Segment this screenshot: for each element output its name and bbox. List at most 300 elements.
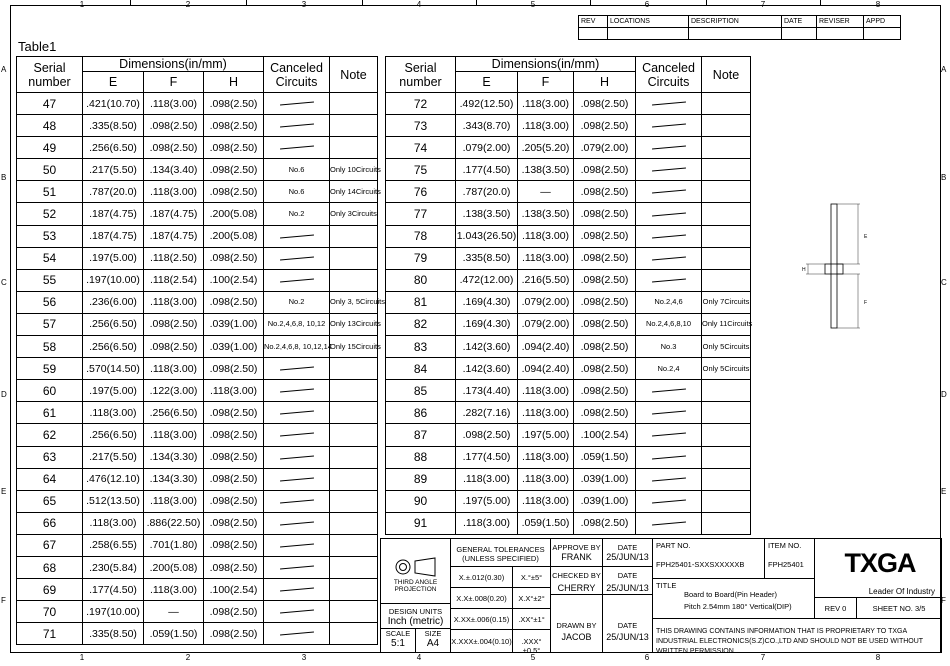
f-value-cell: .118(3.00): [518, 402, 574, 424]
serial-cell: 75: [386, 159, 456, 181]
note-cell: [702, 424, 751, 446]
connector-side-view-drawing: [798, 196, 878, 346]
h-value-cell: .039(1.00): [574, 490, 636, 512]
h-value-cell: .039(1.00): [204, 336, 264, 358]
canceled-circuits-cell: [264, 402, 330, 424]
e-value-cell: .492(12.50): [456, 93, 518, 115]
table-row: [17, 556, 378, 578]
note-cell: [702, 225, 751, 247]
note-cell: [702, 159, 751, 181]
table-row: [386, 402, 751, 424]
table-row: [17, 601, 378, 623]
table-row: [386, 225, 751, 247]
canceled-circuits-cell: No.2: [264, 291, 330, 313]
canceled-circuits-cell: [264, 93, 330, 115]
approve-cell: [551, 539, 603, 567]
f-value-cell: .118(3.00): [144, 93, 204, 115]
zone-letter: F: [941, 596, 946, 605]
canceled-circuits-cell: [264, 556, 330, 578]
no-cancel-dash: [652, 190, 686, 194]
note-cell: [330, 402, 378, 424]
drawn-label: DRAWN BY: [556, 621, 597, 630]
f-value-cell: .187(4.75): [144, 225, 204, 247]
table-row: [17, 115, 378, 137]
table-row: [386, 137, 751, 159]
serial-cell: 81: [386, 291, 456, 313]
canceled-circuits-cell: [264, 512, 330, 534]
units-value: Inch (metric): [387, 616, 444, 627]
h-value-cell: .098(2.50): [204, 291, 264, 313]
canceled-circuits-cell: [264, 579, 330, 601]
serial-cell: 85: [386, 380, 456, 402]
canceled-circuits-cell: [264, 601, 330, 623]
serial-cell: 86: [386, 402, 456, 424]
h-value-cell: .059(1.50): [574, 446, 636, 468]
sheet-number: SHEET NO. 3/5: [857, 597, 941, 619]
dim-label-f: F: [864, 300, 868, 306]
h-value-cell: .098(2.50): [574, 225, 636, 247]
zone-letter: D: [1, 390, 7, 399]
units-cell: [381, 603, 451, 629]
e-value-cell: .138(3.50): [456, 203, 518, 225]
f-value-cell: .701(1.80): [144, 534, 204, 556]
e-value-cell: .256(6.50): [83, 137, 144, 159]
table-row: [386, 291, 751, 313]
no-cancel-dash: [280, 367, 314, 371]
f-value-cell: .118(3.00): [144, 358, 204, 380]
table-row: [17, 512, 378, 534]
f-value-cell: .059(1.50): [518, 512, 574, 534]
canceled-circuits-cell: [264, 115, 330, 137]
zone-number: 3: [301, 653, 307, 662]
h-header: H: [574, 72, 636, 93]
scale-value: 5:1: [391, 638, 405, 649]
e-value-cell: .217(5.50): [83, 446, 144, 468]
zone-number: 8: [875, 653, 881, 662]
f-value-cell: .118(3.00): [144, 424, 204, 446]
e-value-cell: .335(8.50): [456, 247, 518, 269]
drawn-date-cell: [603, 595, 653, 652]
serial-header: Serial number: [17, 57, 83, 93]
table-row: [386, 358, 751, 380]
f-value-cell: .098(2.50): [144, 137, 204, 159]
f-value-cell: .094(2.40): [518, 358, 574, 380]
serial-cell: 70: [17, 601, 83, 623]
approve-value: FRANK: [561, 552, 592, 562]
note-cell: [330, 137, 378, 159]
serial-cell: 58: [17, 336, 83, 358]
serial-cell: 72: [386, 93, 456, 115]
table-row: [17, 269, 378, 291]
serial-cell: 71: [17, 623, 83, 645]
note-cell: [330, 446, 378, 468]
note-cell: [330, 512, 378, 534]
h-value-cell: .098(2.50): [574, 269, 636, 291]
f-header: F: [518, 72, 574, 93]
h-value-cell: .098(2.50): [204, 556, 264, 578]
table-row: [17, 313, 378, 335]
table-row: [386, 115, 751, 137]
table-row: [386, 468, 751, 490]
no-cancel-dash: [280, 610, 314, 614]
note-cell: Only 7Circuits: [702, 291, 751, 313]
note-cell: [330, 247, 378, 269]
zone-number: 4: [416, 0, 422, 9]
f-value-cell: .118(3.00): [144, 181, 204, 203]
zone-number: 7: [760, 0, 766, 9]
dimension-table-right: [385, 56, 751, 535]
note-cell: Only 3Circuits: [330, 203, 378, 225]
h-value-cell: .200(5.08): [204, 225, 264, 247]
h-value-cell: .098(2.50): [574, 313, 636, 335]
note-cell: Only 5Circuits: [702, 358, 751, 380]
dimensions-header: Dimensions(in/mm): [456, 57, 636, 72]
company-logo: [815, 539, 941, 597]
note-cell: [702, 512, 751, 534]
h-value-cell: .098(2.50): [574, 203, 636, 225]
f-value-cell: .098(2.50): [144, 115, 204, 137]
e-value-cell: .421(10.70): [83, 93, 144, 115]
no-cancel-dash: [652, 102, 686, 106]
date-value: 25/JUN/13: [606, 632, 649, 642]
tolerance-title: GENERAL TOLERANCES (UNLESS SPECIFIED): [451, 539, 551, 567]
company-tagline: Leader Of Industry: [868, 587, 935, 596]
no-cancel-dash: [652, 499, 686, 503]
rev-header: REVISER: [817, 16, 864, 28]
table-row: [386, 380, 751, 402]
e-value-cell: .217(5.50): [83, 159, 144, 181]
zone-number: 2: [185, 653, 191, 662]
note-cell: [702, 490, 751, 512]
zone-number: 3: [301, 0, 307, 9]
note-cell: Only 15Circuits: [330, 336, 378, 358]
zone-ruler-bottom: [10, 653, 941, 663]
angle-tolerance: X.X°±2°: [513, 588, 551, 609]
serial-cell: 54: [17, 247, 83, 269]
no-cancel-dash: [652, 389, 686, 393]
f-value-cell: .118(2.54): [144, 269, 204, 291]
table-row: [17, 358, 378, 380]
no-cancel-dash: [280, 521, 314, 525]
approve-label: APPROVE BY: [552, 543, 601, 552]
f-value-cell: .079(2.00): [518, 291, 574, 313]
table-row: [386, 247, 751, 269]
canceled-circuits-cell: [636, 402, 702, 424]
canceled-circuits-cell: [264, 490, 330, 512]
serial-cell: 84: [386, 358, 456, 380]
no-cancel-dash: [280, 477, 314, 481]
canceled-circuits-cell: [636, 380, 702, 402]
no-cancel-dash: [652, 168, 686, 172]
projection-label: THIRD ANGLE PROJECTION: [393, 579, 438, 593]
angle-tolerance: X.°±5°: [513, 567, 551, 588]
canceled-circuits-cell: [264, 446, 330, 468]
note-cell: [330, 601, 378, 623]
serial-cell: 88: [386, 446, 456, 468]
title-block: [380, 538, 942, 653]
no-cancel-dash: [280, 588, 314, 592]
part-value: FPH25401-SXXSXXXXXB: [656, 560, 745, 569]
zone-letter: D: [941, 390, 947, 399]
note-cell: Only 3, 5Circuits: [330, 291, 378, 313]
f-header: F: [144, 72, 204, 93]
no-cancel-dash: [652, 433, 686, 437]
part-label: PART NO.: [656, 541, 691, 550]
no-cancel-dash: [652, 234, 686, 238]
h-value-cell: .039(1.00): [574, 468, 636, 490]
canceled-circuits-cell: [636, 159, 702, 181]
h-value-cell: .098(2.50): [204, 623, 264, 645]
table-row: [17, 181, 378, 203]
serial-cell: 59: [17, 358, 83, 380]
serial-cell: 62: [17, 424, 83, 446]
e-value-cell: .787(20.0): [83, 181, 144, 203]
table-row: [386, 269, 751, 291]
no-cancel-dash: [652, 411, 686, 415]
angle-tolerance: .XX°±1°: [513, 609, 551, 630]
drawn-cell: [551, 595, 603, 652]
size-label: SIZE: [424, 629, 442, 638]
f-value-cell: .886(22.50): [144, 512, 204, 534]
serial-cell: 80: [386, 269, 456, 291]
revision-block: [578, 15, 901, 40]
date-value: 25/JUN/13: [606, 583, 649, 593]
zone-letter: B: [1, 173, 7, 182]
serial-cell: 65: [17, 490, 83, 512]
h-value-cell: .098(2.50): [574, 358, 636, 380]
e-value-cell: .256(6.50): [83, 313, 144, 335]
canceled-circuits-cell: [636, 446, 702, 468]
h-value-cell: .098(2.50): [204, 424, 264, 446]
serial-cell: 51: [17, 181, 83, 203]
table-row: [17, 468, 378, 490]
table-row: [386, 512, 751, 534]
zone-number: 1: [79, 0, 85, 9]
h-value-cell: .098(2.50): [204, 247, 264, 269]
part-cell: [653, 539, 765, 579]
serial-cell: 52: [17, 203, 83, 225]
serial-cell: 89: [386, 468, 456, 490]
drawing-title-line2: Pitch 2.54mm 180° Vertical(DIP): [684, 602, 792, 611]
f-value-cell: .197(5.00): [518, 424, 574, 446]
note-cell: [330, 534, 378, 556]
serial-cell: 57: [17, 313, 83, 335]
serial-cell: 68: [17, 556, 83, 578]
no-cancel-dash: [280, 124, 314, 128]
f-value-cell: .216(5.50): [518, 269, 574, 291]
no-cancel-dash: [280, 499, 314, 503]
table-row: [17, 93, 378, 115]
note-cell: Only 10Circuits: [330, 159, 378, 181]
no-cancel-dash: [652, 212, 686, 216]
zone-number: 6: [644, 0, 650, 9]
canceled-circuits-cell: [264, 225, 330, 247]
date-label: DATE: [617, 543, 638, 552]
h-value-cell: .098(2.50): [574, 380, 636, 402]
rev-header: DATE: [782, 16, 817, 28]
canceled-circuits-cell: [636, 247, 702, 269]
f-value-cell: .118(3.00): [518, 93, 574, 115]
approve-date-cell: [603, 539, 653, 567]
canceled-circuits-cell: No.2,4,6,8, 10,12: [264, 313, 330, 335]
h-value-cell: .098(2.50): [574, 247, 636, 269]
note-cell: [702, 380, 751, 402]
tolerance-value: X.±.012(0.30): [451, 567, 513, 588]
h-value-cell: .200(5.08): [204, 203, 264, 225]
serial-cell: 74: [386, 137, 456, 159]
rev-header: REV: [579, 16, 608, 28]
zone-number: 4: [416, 653, 422, 662]
f-value-cell: .122(3.00): [144, 380, 204, 402]
canceled-circuits-cell: [264, 137, 330, 159]
table-row: [17, 446, 378, 468]
f-value-cell: .098(2.50): [144, 336, 204, 358]
note-cell: [702, 247, 751, 269]
zone-letter: C: [1, 278, 7, 287]
size-value: A4: [426, 638, 440, 649]
canceled-header: Canceled Circuits: [264, 57, 330, 93]
f-value-cell: .256(6.50): [144, 402, 204, 424]
zone-number: 5: [530, 653, 536, 662]
serial-cell: 47: [17, 93, 83, 115]
table-row: [386, 424, 751, 446]
h-value-cell: .098(2.50): [574, 402, 636, 424]
canceled-circuits-cell: [636, 512, 702, 534]
f-value-cell: .118(2.50): [144, 247, 204, 269]
e-value-cell: .187(4.75): [83, 225, 144, 247]
txga-logo: TXGA: [844, 548, 916, 578]
e-value-cell: .118(3.00): [456, 468, 518, 490]
h-value-cell: .098(2.50): [204, 358, 264, 380]
revision-value: REV 0: [815, 597, 857, 619]
no-cancel-dash: [280, 234, 314, 238]
note-cell: [702, 446, 751, 468]
units-label: DESIGN UNITS: [388, 607, 443, 616]
table-row: [386, 181, 751, 203]
canceled-circuits-cell: [636, 225, 702, 247]
canceled-circuits-cell: [636, 490, 702, 512]
canceled-circuits-cell: [264, 269, 330, 291]
canceled-circuits-cell: No.2: [264, 203, 330, 225]
zone-number: 7: [760, 653, 766, 662]
table-row: [386, 313, 751, 335]
serial-cell: 91: [386, 512, 456, 534]
table-row: [17, 534, 378, 556]
note-cell: [330, 556, 378, 578]
f-value-cell: .118(3.00): [518, 446, 574, 468]
note-cell: [702, 137, 751, 159]
no-cancel-dash: [280, 566, 314, 570]
table-row: [386, 93, 751, 115]
e-value-cell: .335(8.50): [83, 115, 144, 137]
note-cell: [330, 424, 378, 446]
e-value-cell: .142(3.60): [456, 358, 518, 380]
h-value-cell: .098(2.50): [204, 115, 264, 137]
e-value-cell: .187(4.75): [83, 203, 144, 225]
serial-cell: 87: [386, 424, 456, 446]
f-value-cell: .118(3.00): [518, 115, 574, 137]
e-value-cell: .098(2.50): [456, 424, 518, 446]
date-label: DATE: [617, 571, 638, 580]
serial-cell: 76: [386, 181, 456, 203]
h-value-cell: .098(2.50): [204, 446, 264, 468]
checked-label: CHECKED BY: [552, 571, 601, 580]
table-row: [17, 137, 378, 159]
e-value-cell: .197(10.00): [83, 601, 144, 623]
f-value-cell: .187(4.75): [144, 203, 204, 225]
e-value-cell: .343(8.70): [456, 115, 518, 137]
no-cancel-dash: [280, 389, 314, 393]
f-value-cell: .118(3.00): [144, 490, 204, 512]
note-cell: [330, 115, 378, 137]
canceled-circuits-cell: [636, 115, 702, 137]
tolerance-value: X.XX±.006(0.15): [451, 609, 513, 630]
f-value-cell: .118(3.00): [518, 380, 574, 402]
item-cell: [765, 539, 815, 579]
e-value-cell: .258(6.55): [83, 534, 144, 556]
rev-header: LOCATIONS: [608, 16, 689, 28]
serial-cell: 82: [386, 313, 456, 335]
serial-cell: 60: [17, 380, 83, 402]
h-value-cell: .098(2.50): [204, 181, 264, 203]
note-header: Note: [330, 57, 378, 93]
zone-number: 2: [185, 0, 191, 9]
h-value-cell: .079(2.00): [574, 137, 636, 159]
e-value-cell: .256(6.50): [83, 424, 144, 446]
serial-cell: 50: [17, 159, 83, 181]
proprietary-notice: THIS DRAWING CONTAINS INFORMATION THAT IS PROPRIETARY TO TXGA INDUSTRIAL ELECTRONICS(S.Z)CO.,LTD AND SHOULD NOT BE USED WITHOUT WRITTEN PERMISSION: [656, 628, 923, 655]
f-value-cell: .094(2.40): [518, 336, 574, 358]
canceled-circuits-cell: [636, 269, 702, 291]
note-cell: Only 11Circuits: [702, 313, 751, 335]
tolerance-value: X.XXX±.004(0.10): [451, 630, 513, 652]
drawn-value: JACOB: [561, 632, 592, 642]
f-value-cell: .138(3.50): [518, 159, 574, 181]
rev-header: DESCRIPTION: [689, 16, 782, 28]
e-value-cell: .236(6.00): [83, 291, 144, 313]
f-value-cell: .118(3.00): [144, 291, 204, 313]
serial-cell: 73: [386, 115, 456, 137]
serial-cell: 48: [17, 115, 83, 137]
no-cancel-dash: [652, 124, 686, 128]
canceled-circuits-cell: No.6: [264, 159, 330, 181]
e-value-cell: .177(4.50): [83, 579, 144, 601]
e-value-cell: .177(4.50): [456, 446, 518, 468]
dimension-table-left: [16, 56, 386, 645]
h-value-cell: .098(2.50): [204, 93, 264, 115]
h-value-cell: .098(2.50): [204, 137, 264, 159]
f-value-cell: .079(2.00): [518, 313, 574, 335]
angle-tolerance: .XXX°±0.5°: [513, 630, 551, 652]
note-cell: Only 14Circuits: [330, 181, 378, 203]
note-cell: [330, 468, 378, 490]
zone-letter: A: [1, 65, 7, 74]
f-value-cell: .118(3.00): [518, 490, 574, 512]
no-cancel-dash: [280, 102, 314, 106]
zone-number: 5: [530, 0, 536, 9]
serial-cell: 66: [17, 512, 83, 534]
f-value-cell: .134(3.40): [144, 159, 204, 181]
e-value-cell: .142(3.60): [456, 336, 518, 358]
e-header: E: [456, 72, 518, 93]
e-value-cell: .570(14.50): [83, 358, 144, 380]
serial-cell: 77: [386, 203, 456, 225]
e-value-cell: .512(13.50): [83, 490, 144, 512]
f-value-cell: .134(3.30): [144, 446, 204, 468]
table-row: [17, 424, 378, 446]
f-value-cell: —: [144, 601, 204, 623]
canceled-circuits-cell: [636, 181, 702, 203]
